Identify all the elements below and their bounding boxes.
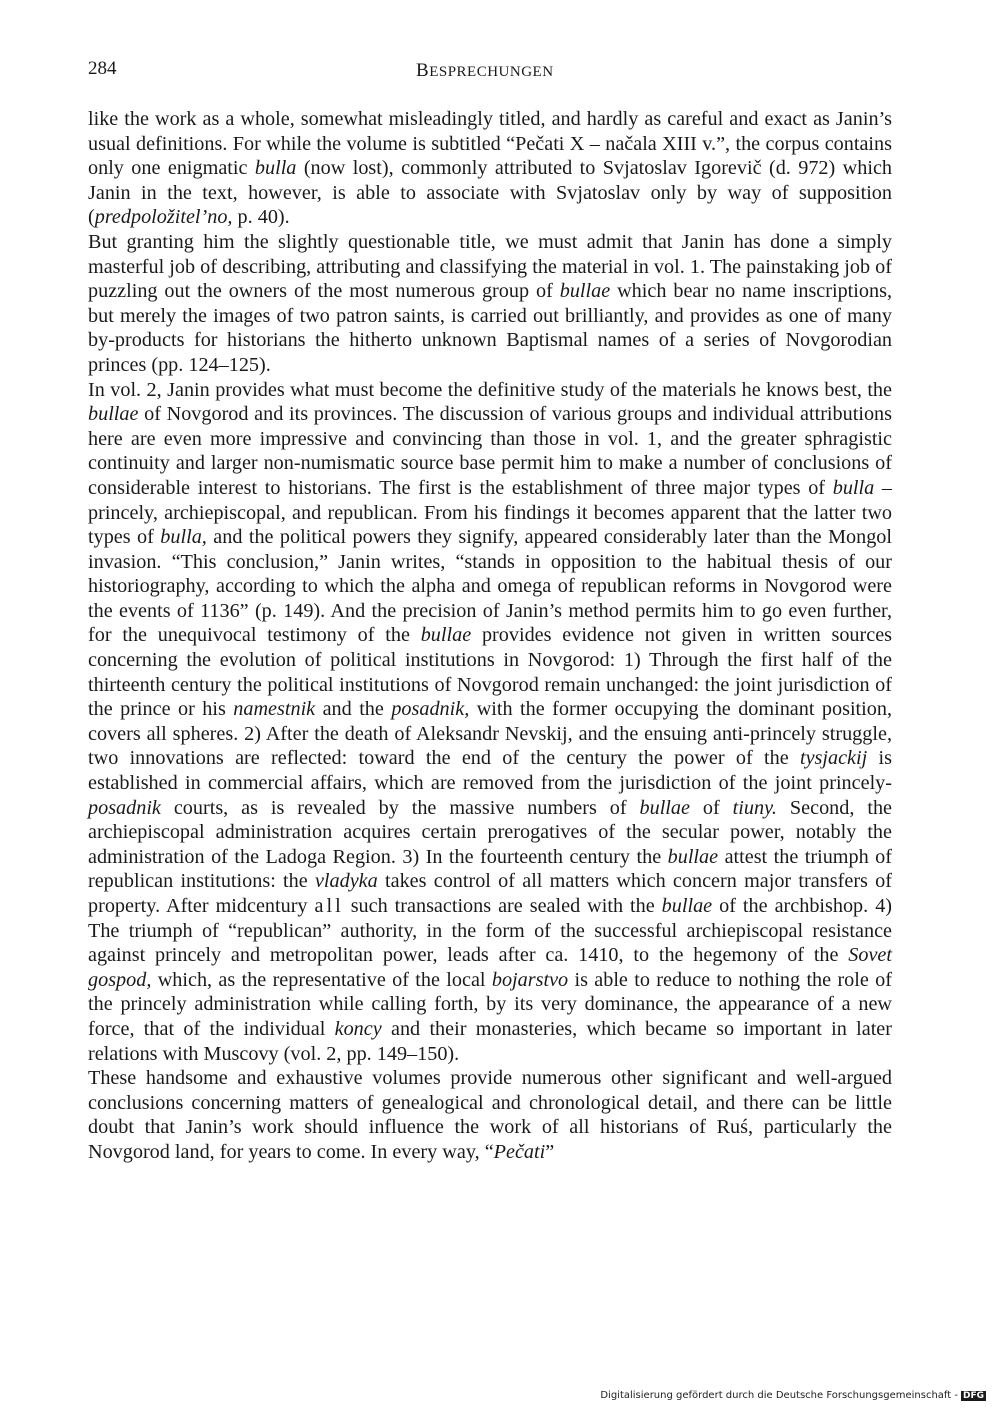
italic-term: posadnik, [391,698,470,721]
text-run: But granting him the slightly questionable title, we must admit that Janin has done a simply masterful job of describing, attributing and classifying the material in vol. 1. The painstaking job of puzzling out the owners of the most numerous group of [88,230,892,303]
paragraph-1 [88,107,892,230]
review-body [88,107,892,1165]
paragraph-4 [88,1066,892,1164]
text-run: – princely, archiepiscopal, and republican. From his findings it becomes apparent that the latter two types of [88,476,893,549]
footer-text: Digitalisierung gefördert durch die Deutsche Forschungsgemeinschaft - [600,1390,958,1401]
paragraph-2 [88,230,892,378]
italic-term: bullae [559,280,611,303]
text-run: like the work as a whole, somewhat misleadingly titled, and hardly as careful and exact as Janin’s usual definitions. For while the volume is subtitled “Pečati X – načala XIII v.”, the corpus contains only one enigmatic [88,108,892,180]
italic-term: bullae [420,624,472,647]
italic-term: vladyka [314,870,378,893]
text-run: ” [545,1140,555,1163]
italic-term: bullae [667,845,719,868]
text-run: which, as the representative of the local [151,968,492,991]
italic-term: koncy [334,1017,382,1040]
text-run: p. 40). [232,206,290,229]
text-run: attest the triumph of republican institutions: the [88,845,892,893]
italic-term: posadnik [88,796,161,819]
section-title-rest: ESPRECHUNGEN [429,64,554,80]
text-run: provides evidence not given in written sources concerning the evolution of political institutions in Novgorod: 1) Through the first half of the thirteenth century the political institutions of Novgorod remain unchanged: the joint jurisdiction of the prince or his [88,624,893,721]
italic-term: tysjackij [799,747,868,770]
section-title [416,60,554,82]
italic-term: predpoložitel’no, [94,206,233,229]
text-run: and the political powers they signify, appeared considerably later than the Mongol invasion. “This conclusion,” Janin writes, “stands in opposition to the habitual thesis of our historiography, according to which the alpha and omega of republican reforms in Novgorod were the events of 1136” (p. 149). And the precision of Janin’s method permits him to go even further, for the unequivocal testimony of the [88,526,892,647]
italic-term: bullae [661,895,713,917]
italic-term: tiuny. [732,796,777,819]
italic-term: Pečati [493,1140,546,1163]
page-number: 284 [88,58,117,79]
italic-term: namestnik [233,698,316,721]
text-run: such transactions are sealed with the [343,895,662,917]
text-run: Second, the archiepiscopal administration acquires certain prerogatives of the secular power, notably the administration of the Ladoga Region. 3) In the fourteenth century the [88,796,892,868]
text-run: and their monasteries, which became so important in later relations with Muscovy (vol. 2, pp. 149–150). [88,1017,892,1065]
section-title-initial: B [416,60,430,81]
italic-term: bullae [88,403,139,426]
text-run: In vol. 2, Janin provides what must become the definitive study of the materials he knows best, the [88,378,892,401]
italic-term: bulla [254,157,297,180]
text-run: of [689,796,733,819]
italic-term: Sovet gospod, [88,944,892,991]
running-head [88,58,892,84]
text-run: These handsome and exhaustive volumes provide numerous other significant and well-argued conclusions concerning matters of genealogical and chronological detail, and there can be little doubt that Janin’s work should influence the work of all historians of Ruś, particularly the Novgorod land, for years to come. In every way, “ [88,1067,892,1163]
text-run: with the former occupying the dominant position, covers all spheres. 2) After the death of Aleksandr Nevskij, and the ensuing anti-princely struggle, two innovations are reflected: toward the end of the century the power of the [88,698,893,770]
text-run: of the archbishop. 4) The triumph of “republican” authority, in the form of the successful archiepiscopal resistance against princely and metropolitan power, leads after ca. 1410, to the hegemony of the [88,895,893,967]
dfg-logo: DFG [962,1391,984,1401]
italic-term: bullae [639,796,690,819]
text-run: is able to reduce to nothing the role of the princely administration while calling forth, by its very dominance, the appearance of a new force, that of the individual [88,968,892,1040]
text-run: (now lost), commonly attributed to Svjatoslav Igorevič (d. 972) which Janin in the text, however, is able to associate with Svjatoslav only by way of supposition ( [88,157,893,229]
digitization-footer [600,1390,986,1401]
text-run: is established in commercial affairs, which are removed from the jurisdiction of the joint princely- [88,747,892,795]
text-run: courts, as is revealed by the massive numbers of [160,796,640,819]
text-run: and the [315,698,392,721]
italic-term: bulla [832,476,875,499]
text-run: of Novgorod and its provinces. The discussion of various groups and individual attributions here are even more impressive and convincing than those in vol. 1, and the greater sphragistic continuity and larger non-numismatic source base permit him to make a number of conclusions of considerable interest to historians. The first is the establishment of three major types of [88,403,892,499]
text-run: which bear no name inscriptions, but merely the images of two patron saints, is carried out brilliantly, and provides as one of many by-products for historians the hitherto unknown Baptismal names of a series of Novgorodian princes (pp. 124–125). [88,280,892,376]
paragraph-3 [88,378,892,1067]
italic-term: bojarstvo [491,968,569,991]
emphasis-spaced: all [314,895,344,917]
italic-term: bulla, [160,526,207,549]
text-run: takes control of all matters which concern major transfers of property. After midcentury [88,870,892,917]
